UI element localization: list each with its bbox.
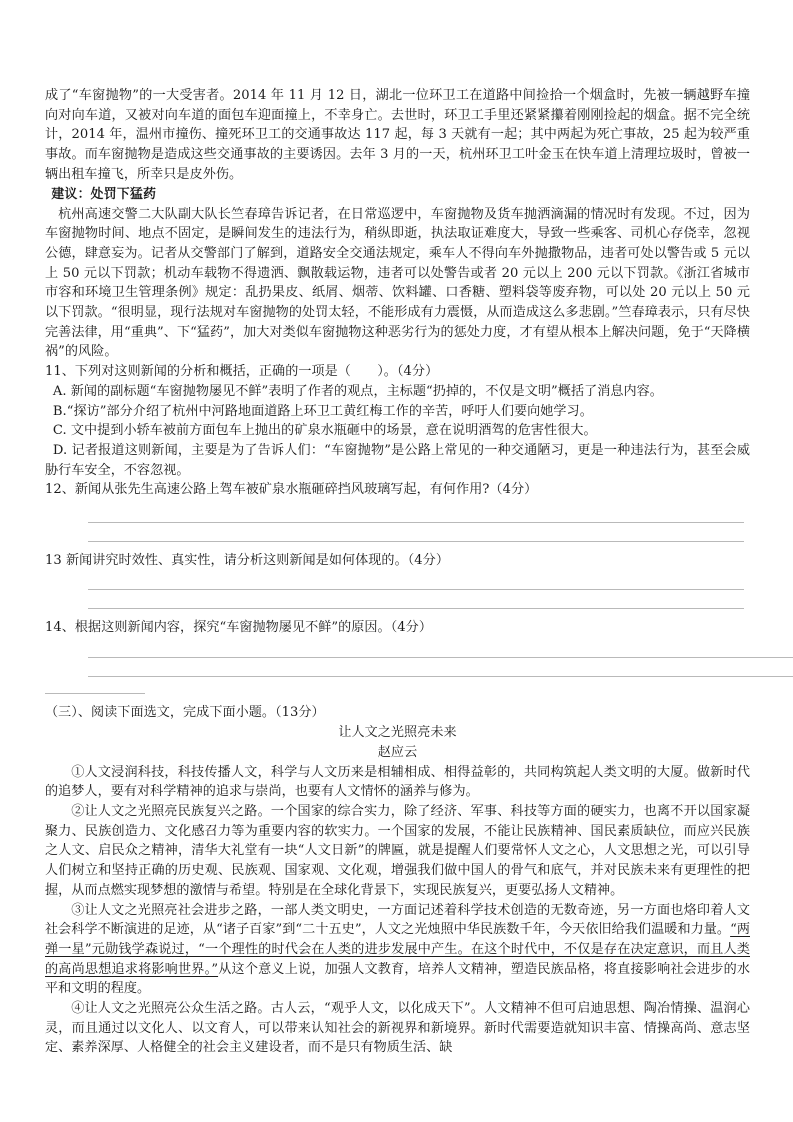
- paragraph-3-text-after-underline: 从这个意义上说，加强人文教育，培养人文精神，塑造民族品格，将直接影响社会进步的水平和文明的程度。: [45, 961, 751, 997]
- spacer: [45, 609, 750, 618]
- question-11-option-a[interactable]: A. 新闻的副标题“车窗抛物屡见不鲜”表明了作者的观点，主标题“扔掉的，不仅是文明”概括了消息内容。: [52, 383, 663, 399]
- section-three-title: 让人文之光照亮未来: [338, 725, 457, 741]
- selection-paragraph-2: ②让人文之光照亮民族复兴之路。一个国家的综合实力，除了经济、军事、科技等方面的硬实力，也离不开以国家凝聚力、民族创造力、文化感召力等为重要内容的软实力。一个国家的发展，不能让民族精神、国民素质缺位，而应兴民族之人文、启民众之精神，清华大礼堂有一块“人文日新”的牌匾，就是提醒人们要常怀人文之心，人文思想之光，可以引导人们树立和坚持正确的历史观、民族观、国家观、文化观，增强我们做中国人的骨气和底气，并对民族未来有更理性的把握，从而点燃实现梦想的激情与希望。特别是在全球化背景下，实现民族复兴，更要弘扬人文精神。: [45, 803, 750, 898]
- spacer: [45, 500, 750, 522]
- document-body: [45, 86, 750, 1058]
- question-11-option-b[interactable]: B.“探访”部分介绍了杭州中河路地面道路上环卫工黄红梅工作的辛苦，呼吁人们要向她学习。: [52, 403, 593, 419]
- selection-paragraph-3: [45, 901, 750, 1000]
- spacer: [45, 637, 750, 657]
- spacer: [45, 523, 750, 541]
- spacer: [45, 571, 750, 589]
- section-three-heading: （三）、阅读下面选文，完成下面小题。（13分）: [45, 705, 325, 721]
- spacer: [45, 542, 750, 551]
- selection-paragraph-1: ①人文浸润科技，科技传播人文，科学与人文历来是相辅相成、相得益彰的，共同构筑起人类文明的大厦。做新时代的追梦人，要有对科学精神的追求与崇尚，也要有人文情怀的涵养与修为。: [45, 764, 750, 800]
- question-12-stem: 12、新闻从张先生高速公路上驾车被矿泉水瓶砸碎挡风玻璃写起，有何作用?（4分）: [45, 482, 538, 498]
- question-13-stem: 13 新闻讲究时效性、真实性，请分析这则新闻是如何体现的。（4分）: [45, 553, 449, 569]
- question-11-option-c[interactable]: C. 文中提到小轿车被前方面包车上抛出的矿泉水瓶砸中的场景，意在说明酒驾的危害性很大。: [52, 423, 597, 439]
- paragraph-3-text-before-underline: ③让人文之光照亮社会进步之路，一部人类文明史，一方面记述着科学技术创造的无数奇迹，另一方面也烙印着人文社会科学不断演进的足迹，从“诸子百家”到“二十五史”，人文之光烛照中华民族数千年，今天依旧给我们温暖和力量。: [45, 902, 750, 938]
- question-14-stem: 14、根据这则新闻内容，探究“车窗抛物屡见不鲜”的原因。（4分）: [45, 619, 432, 635]
- question-11-option-d[interactable]: D. 记者报道这则新闻，主要是为了告诉人们：“车窗抛物”是公路上常见的一种交通陋习，更是一种违法行为，甚至会威胁行车安全，不容忽视。: [45, 442, 750, 478]
- spacer: [45, 677, 750, 693]
- news-paragraph-2: 杭州高速交警二大队副大队长竺春璋告诉记者，在日常巡逻中，车窗抛物及货车抛洒滴漏的情况时有发现。不过，因为车窗抛物时间、地点不固定，是瞬间发生的违法行为，稍纵即逝，执法取证难度大，导致一些乘客、司机心存侥幸，忽视公德，肆意妄为。记者从交警部门了解到，道路安全交通法规定，乘车人不得向车外抛撒物品，违者可处以警告或 5 元以上 50 元以下罚款；机动车载物不得遗洒、飘散载运物，违者可以处警告或者 20 元以上 200 元以下罚款。《浙江省城市市容和环境卫生管理条例》规定：乱扔果皮、纸屑、烟蒂、饮料罐、口香糖、塑料袋等废弃物，可以处 20 元以上 50 元以下罚款。“很明显，现行法规对车窗抛物的处罚太轻，不能形成有力震慑，从而造成这么多悲剧。”竺春璋表示，只有尽快完善法律，用“重典”、下“猛药”，加大对类似车窗抛物这种恶劣行为的惩处力度，才有望从根本上解决问题，免于“天降横祸”的风险。: [45, 206, 750, 360]
- paragraph-3-underlined-quote: “两弹一星”元勋钱学森说过，“一个理性的时代会在人类的进步发展中产生。在这个时代中，不仅是存在决定意识，而且人类的高尚思想追求将影响世界。”: [45, 922, 750, 977]
- selection-paragraph-4: ④让人文之光照亮公众生活之路。古人云，“观乎人文，以化成天下”。人文精神不但可启迪思想、陶冶情操、温润心灵，而且通过以文化人、以文育人，可以带来认知社会的新视界和新境界。新时代需要造就知识丰富、情操高尚、意志坚定、素养深厚、人格健全的社会主义建设者，而不是只有物质生活、缺: [45, 1001, 750, 1056]
- spacer: [45, 590, 750, 608]
- news-paragraph-1: 成了“车窗抛物”的一大受害者。2014 年 11 月 12 日，湖北一位环卫工在道路中间捡拾一个烟盒时，先被一辆越野车撞向对向车道，又被对向车道的面包车迎面撞上，不幸身亡。去世时，环卫工手里还紧紧攥着刚刚捡起的烟盒。据不完全统计，2014 年，温州市撞伤、撞死环卫工的交通事故达 117 起，每 3 天就有一起；其中两起为死亡事故，25 起为较严重事故。而车窗抛物是造成这些交通事故的主要诱因。去年 3 月的一天，杭州环卫工叶金玉在快车道上清理垃圾时，曾被一辆出租车撞飞，所幸只是皮外伤。: [45, 88, 750, 182]
- section-three-author: 赵应云: [377, 744, 418, 760]
- spacer: [45, 694, 750, 703]
- news-subheading: 建议：处罚下猛药: [51, 186, 157, 202]
- question-11-stem: 11、下列对这则新闻的分析和概括，正确的一项是（ ）。（4分）: [45, 364, 439, 380]
- spacer: [45, 658, 750, 676]
